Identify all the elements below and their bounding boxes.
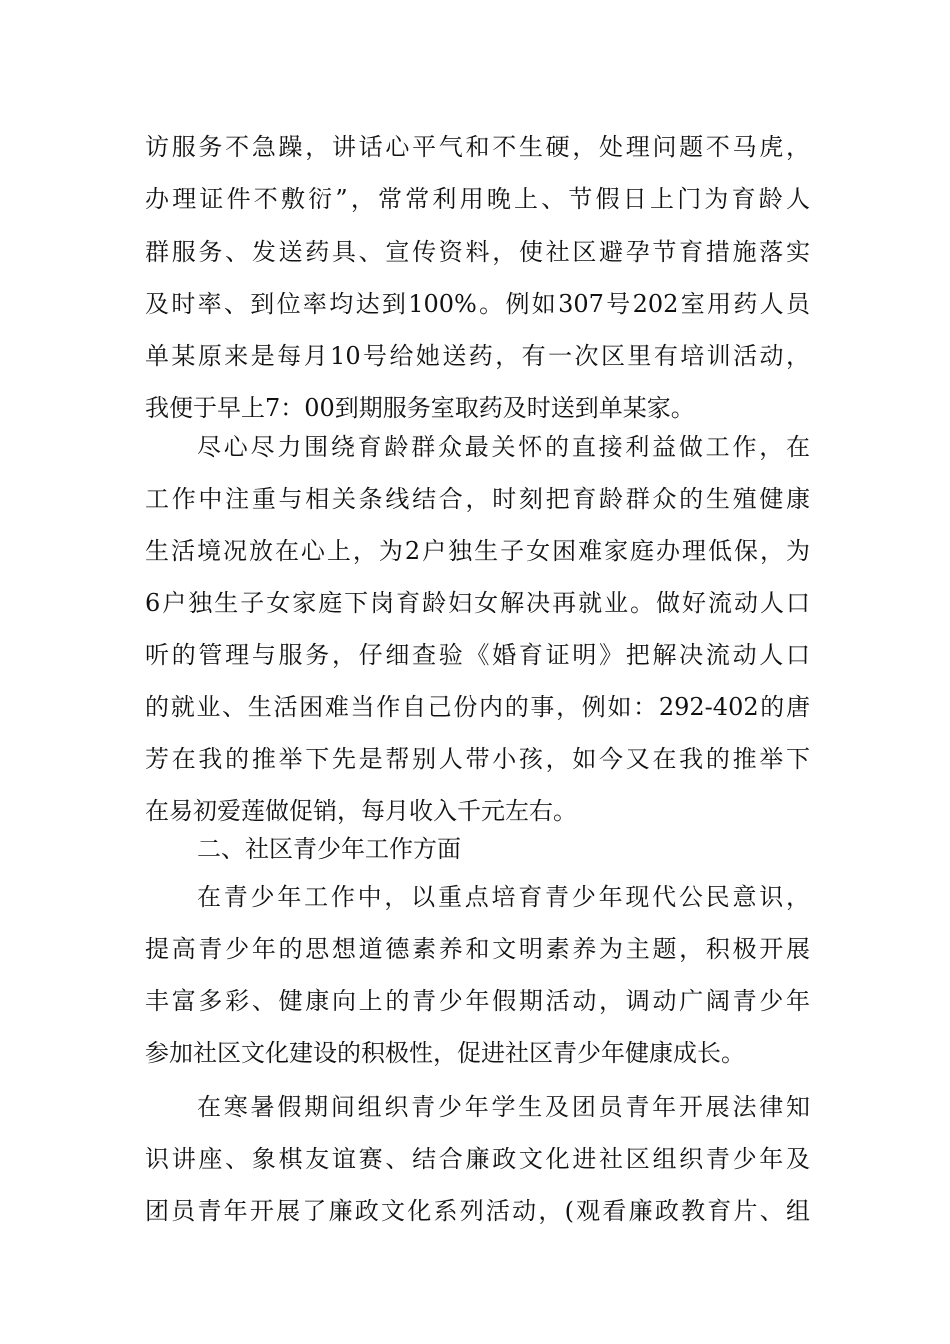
section-heading: 二、社区青少年工作方面: [197, 835, 461, 863]
text-line: 团员青年开展了廉政文化系列活动，(观看廉政教育片、组: [145, 1197, 810, 1225]
text-line: 访服务不急躁，讲话心平气和不生硬，处理问题不马虎，: [145, 133, 810, 161]
text-line: 芳在我的推举下先是帮别人带小孩，如今又在我的推举下: [145, 745, 810, 773]
text-line: 及时率、到位率均达到100%。例如307号202室用药人员: [145, 290, 810, 318]
text-line: 工作中注重与相关条线结合，时刻把育龄群众的生殖健康: [145, 485, 810, 513]
text-line: 群服务、发送药具、宣传资料，使社区避孕节育措施落实: [145, 238, 810, 266]
text-line: 提高青少年的思想道德素养和文明素养为主题，积极开展: [145, 935, 810, 963]
paragraph-first-line: 在青少年工作中，以重点培育青少年现代公民意识，: [197, 883, 810, 911]
text-line: 在易初爱莲做促销，每月收入千元左右。: [145, 797, 577, 825]
text-line: 我便于早上7：00到期服务室取药及时送到单某家。: [145, 394, 695, 422]
text-line: 生活境况放在心上，为2户独生子女困难家庭办理低保，为: [145, 537, 810, 565]
text-line: 丰富多彩、健康向上的青少年假期活动，调动广阔青少年: [145, 987, 810, 1015]
text-line: 识讲座、象棋友谊赛、结合廉政文化进社区组织青少年及: [145, 1145, 810, 1173]
paragraph-first-line: 尽心尽力围绕育龄群众最关怀的直接利益做工作，在: [197, 433, 810, 461]
text-line: 的就业、生活困难当作自己份内的事，例如：292-402的唐: [145, 693, 810, 721]
text-line: 单某原来是每月10号给她送药，有一次区里有培训活动，: [145, 342, 810, 370]
text-line: 参加社区文化建设的积极性，促进社区青少年健康成长。: [145, 1039, 745, 1067]
paragraph-first-line: 在寒暑假期间组织青少年学生及团员青年开展法律知: [197, 1093, 810, 1121]
text-line: 办理证件不敷衍”，常常利用晚上、节假日上门为育龄人: [145, 185, 810, 213]
text-line: 听的管理与服务，仔细查验《婚育证明》把解决流动人口: [145, 641, 810, 669]
text-line: 6户独生子女家庭下岗育龄妇女解决再就业。做好流动人口: [145, 589, 810, 617]
